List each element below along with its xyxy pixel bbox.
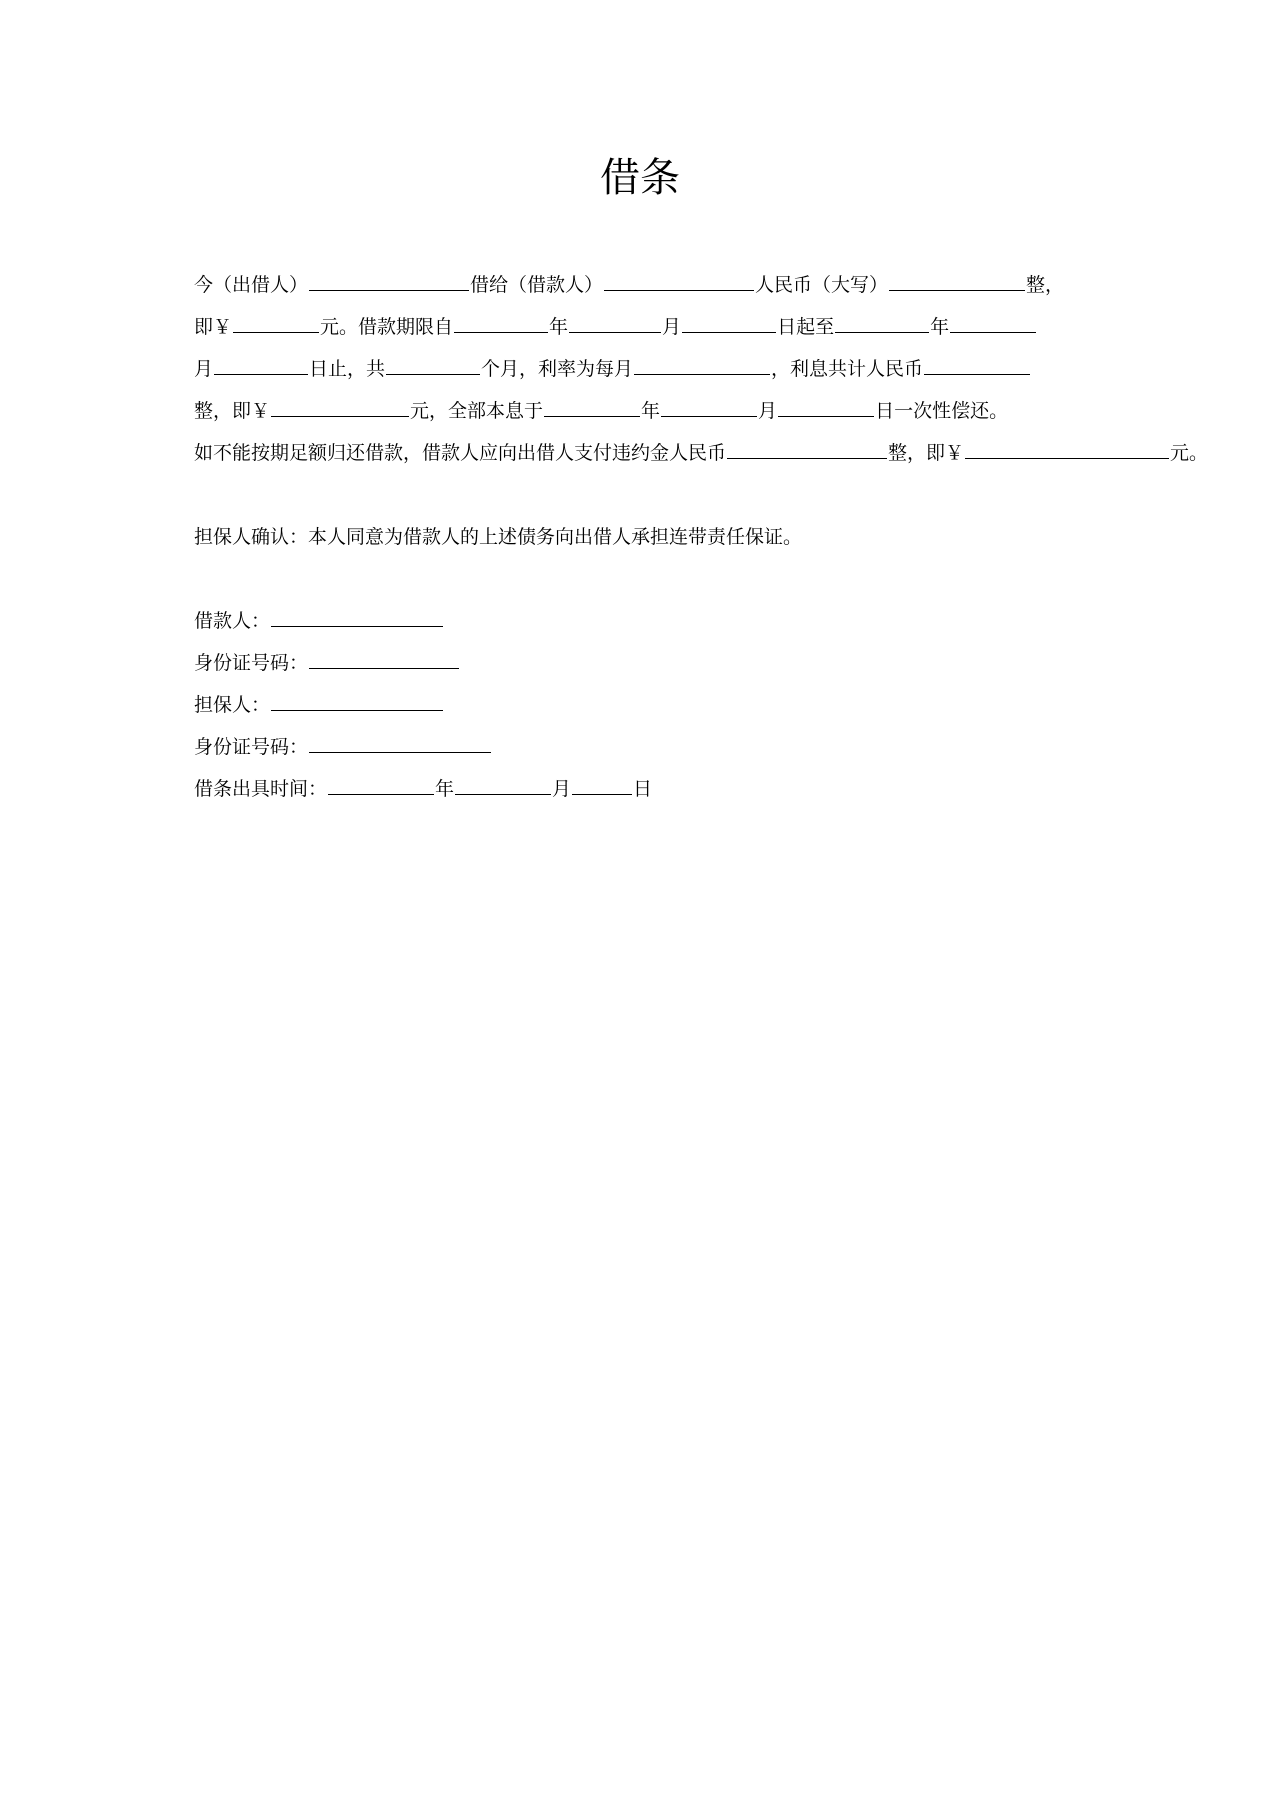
- text-yuan: 元。: [1170, 442, 1209, 464]
- blank-repay-year[interactable]: [544, 390, 640, 417]
- blank-repay-day[interactable]: [778, 390, 874, 417]
- blank-repay-month[interactable]: [661, 390, 757, 417]
- text-interest-total: ，利息共计人民币: [771, 358, 924, 380]
- blank-end-year[interactable]: [835, 306, 929, 333]
- blank-start-year[interactable]: [454, 306, 548, 333]
- blank-lender-name[interactable]: [309, 264, 469, 291]
- text-months-rate: 个月，利率为每月: [481, 358, 634, 380]
- text-repay-on: 元，全部本息于: [410, 400, 544, 422]
- text-zheng-yen: 整，即￥: [194, 400, 271, 422]
- borrower-id-field[interactable]: [309, 642, 459, 669]
- blank-amount-capital[interactable]: [889, 264, 1025, 291]
- borrower-label: 借款人：: [194, 610, 271, 632]
- text-month: 月: [662, 316, 682, 338]
- document-title: 借条: [600, 155, 680, 201]
- blank-amount-numeric[interactable]: [233, 306, 319, 333]
- blank-penalty-numeric[interactable]: [965, 432, 1169, 459]
- blank-interest-numeric[interactable]: [271, 390, 409, 417]
- guarantor-id-row: [194, 726, 492, 768]
- text-day: 日: [633, 778, 653, 800]
- borrower-signature-row: [194, 600, 444, 642]
- text-lender-label: 今（出借人）: [194, 274, 309, 296]
- text-lend-to-borrower: 借给（借款人）: [470, 274, 604, 296]
- text-zheng-yen: 整，即￥: [888, 442, 965, 464]
- text-penalty: 如不能按期足额归还借款，借款人应向出借人支付违约金人民币: [194, 442, 727, 464]
- text-day-total: 日止，共: [309, 358, 386, 380]
- text-year: 年: [930, 316, 950, 338]
- text-one-time-repay: 日一次性偿还。: [875, 400, 1009, 422]
- text-rmb-capital: 人民币（大写）: [755, 274, 889, 296]
- body-line-5: [194, 432, 1208, 474]
- body-line-4: [194, 390, 1008, 432]
- blank-start-day[interactable]: [682, 306, 776, 333]
- blank-end-month[interactable]: [950, 306, 1036, 333]
- text-month: 月: [552, 778, 572, 800]
- text-month: 月: [194, 358, 214, 380]
- blank-end-day[interactable]: [214, 348, 308, 375]
- body-line-3: [194, 348, 1031, 390]
- body-line-2: [194, 306, 1037, 348]
- text-year: 年: [435, 778, 455, 800]
- blank-interest-amount[interactable]: [924, 348, 1030, 375]
- blank-monthly-rate[interactable]: [634, 348, 770, 375]
- text-day-until: 日起至: [777, 316, 835, 338]
- issue-month-field[interactable]: [455, 768, 551, 795]
- body-line-1: [194, 264, 1064, 306]
- blank-start-month[interactable]: [569, 306, 661, 333]
- text-term-from: 元。借款期限自: [320, 316, 454, 338]
- guarantee-statement: 担保人确认：本人同意为借款人的上述债务向出借人承担连带责任保证。: [194, 526, 803, 548]
- borrower-id-label: 身份证号码：: [194, 652, 309, 674]
- blank-months-count[interactable]: [386, 348, 480, 375]
- text-year: 年: [641, 400, 661, 422]
- guarantor-id-field[interactable]: [309, 726, 491, 753]
- guarantor-label: 担保人：: [194, 694, 271, 716]
- guarantor-signature-row: [194, 684, 444, 726]
- text-yen-prefix: 即￥: [194, 316, 233, 338]
- borrower-id-row: [194, 642, 460, 684]
- issue-year-field[interactable]: [328, 768, 434, 795]
- blank-borrower-name[interactable]: [604, 264, 754, 291]
- text-year: 年: [549, 316, 569, 338]
- text-month: 月: [758, 400, 778, 422]
- issue-date-row: [194, 768, 652, 810]
- issue-date-label: 借条出具时间：: [194, 778, 328, 800]
- borrower-signature-field[interactable]: [271, 600, 443, 627]
- issue-day-field[interactable]: [572, 768, 632, 795]
- guarantor-signature-field[interactable]: [271, 684, 443, 711]
- guarantor-id-label: 身份证号码：: [194, 736, 309, 758]
- text-zheng: 整，: [1026, 274, 1065, 296]
- blank-penalty-capital[interactable]: [727, 432, 887, 459]
